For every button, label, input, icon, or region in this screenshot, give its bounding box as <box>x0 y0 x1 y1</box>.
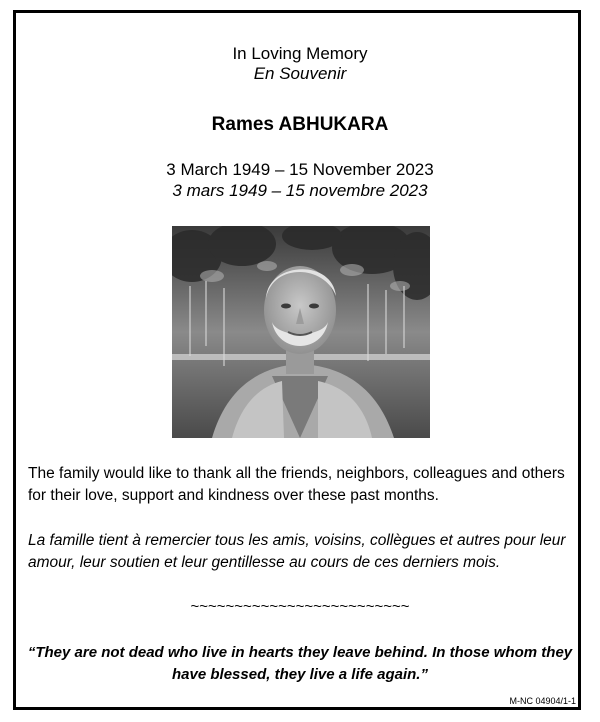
thanks-english-line-2: for their love, support and kindness over these past months. <box>28 487 439 504</box>
deceased-name: Rames ABHUKARA <box>211 114 389 135</box>
heading-french: En Souvenir <box>253 64 347 83</box>
memorial-quote <box>0 642 600 686</box>
dates-french: 3 mars 1949 – 15 novembre 2023 <box>172 181 428 200</box>
thanks-french <box>28 530 588 574</box>
tilde-divider: ~~~~~~~~~~~~~~~~~~~~~~~~~ <box>190 598 410 615</box>
reference-code: M-NC 04904/1-1 <box>509 696 576 706</box>
thanks-french-line-1: La famille tient à remercier tous les amis, voisins, collègues et autres pour leur <box>28 532 566 549</box>
portrait-photo <box>172 226 430 438</box>
quote-line-1: “They are not dead who live in hearts they leave behind. In those whom they <box>27 644 573 661</box>
heading-english: In Loving Memory <box>232 44 368 63</box>
thanks-english-line-1: The family would like to thank all the friends, neighbors, colleagues and others <box>28 465 565 482</box>
dates-english: 3 March 1949 – 15 November 2023 <box>166 160 434 179</box>
thanks-french-line-2: amour, leur soutien et leur gentillesse au cours de ces derniers mois. <box>28 554 501 571</box>
thanks-english <box>28 463 588 507</box>
quote-line-2: have blessed, they live a life again.” <box>172 666 428 683</box>
